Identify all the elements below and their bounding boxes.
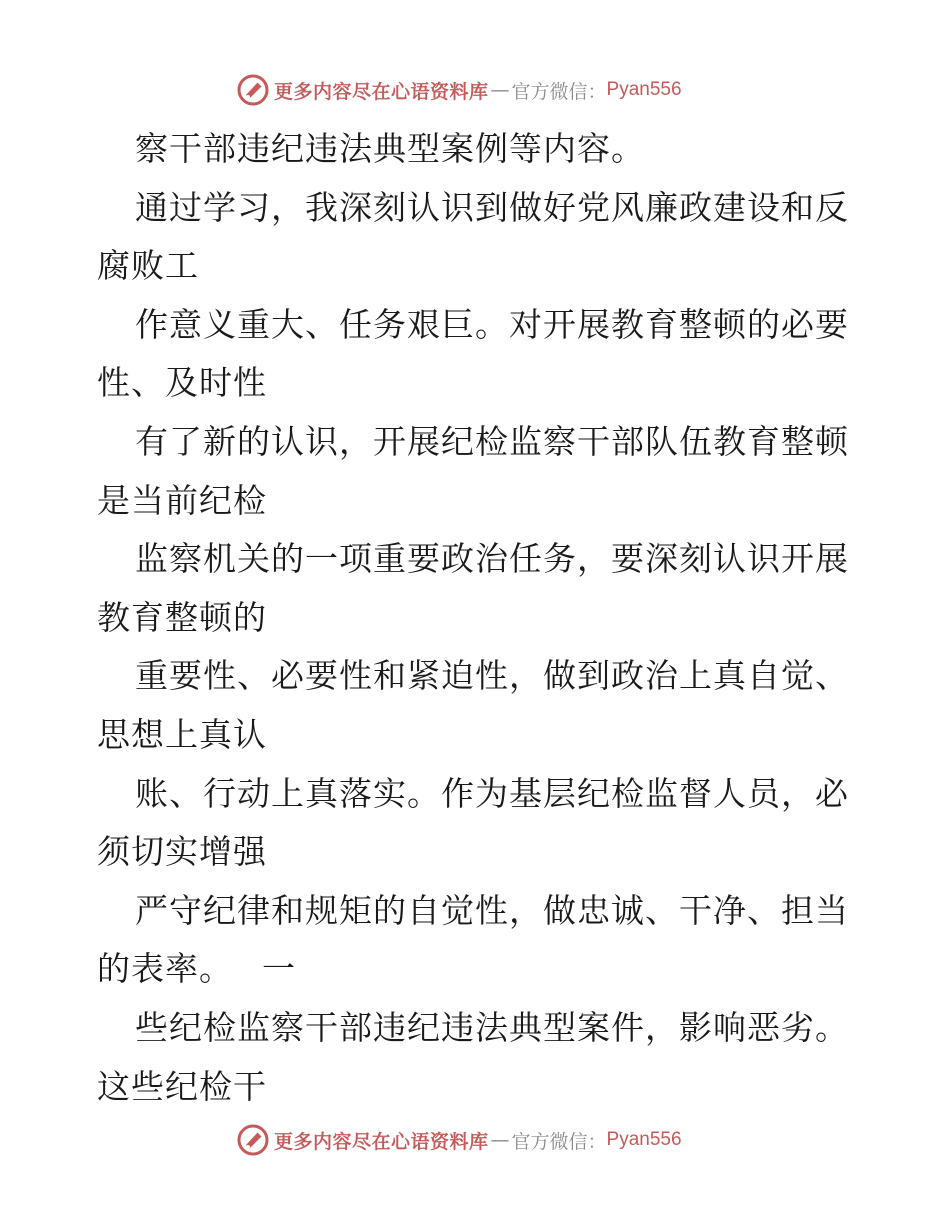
watermark-dash: — xyxy=(490,79,510,101)
text-line: 有了新的认识，开展纪检监察干部队伍教育整顿 xyxy=(135,421,849,461)
text-line: 作意义重大、任务艰巨。对开展教育整顿的必要 xyxy=(135,304,849,344)
watermark-sub-text: 官方微信： xyxy=(511,1130,607,1153)
text-line: 监察机关的一项重要政治任务，要深刻认识开展 xyxy=(135,539,849,579)
pen-nib-logo-icon xyxy=(236,1123,270,1157)
watermark-sub-text: 官方微信： xyxy=(511,80,607,103)
watermark-wechat-id: Pyan556 xyxy=(606,79,682,100)
text-line: 账、行动上真落实。作为基层纪检监督人员，必 xyxy=(135,773,849,813)
document-body xyxy=(97,120,857,1116)
text-line: 这些纪检干 xyxy=(97,1066,267,1106)
text-line: 性、及时性 xyxy=(97,363,267,403)
text-line: 须切实增强 xyxy=(97,832,267,872)
text-line: 严守纪律和规矩的自觉性，做忠诚、干净、担当 xyxy=(135,890,849,930)
text-line: 重要性、必要性和紧迫性，做到政治上真自觉、 xyxy=(135,656,849,696)
text-line: 察干部违纪违法典型案例等内容。 xyxy=(135,129,645,168)
text-line: 通过学习，我深刻认识到做好党风廉政建设和反 xyxy=(135,187,849,227)
text-line: 思想上真认 xyxy=(97,714,267,754)
watermark-dash: — xyxy=(490,1129,510,1151)
watermark-wechat-id: Pyan556 xyxy=(606,1129,682,1150)
watermark-main-text: 更多内容尽在心语资料库 xyxy=(274,1130,489,1153)
footer-watermark xyxy=(236,1122,682,1158)
text-line: 些纪检监察干部违纪违法典型案件，影响恶劣。 xyxy=(135,1007,849,1047)
text-line: 腐败工 xyxy=(97,246,199,286)
text-line: 是当前纪检 xyxy=(97,480,267,520)
text-line: 教育整顿的 xyxy=(97,597,267,637)
watermark-main-text: 更多内容尽在心语资料库 xyxy=(274,80,489,103)
text-line: 的表率。 一 xyxy=(97,949,296,989)
header-watermark xyxy=(236,72,682,108)
pen-nib-logo-icon xyxy=(236,73,270,107)
